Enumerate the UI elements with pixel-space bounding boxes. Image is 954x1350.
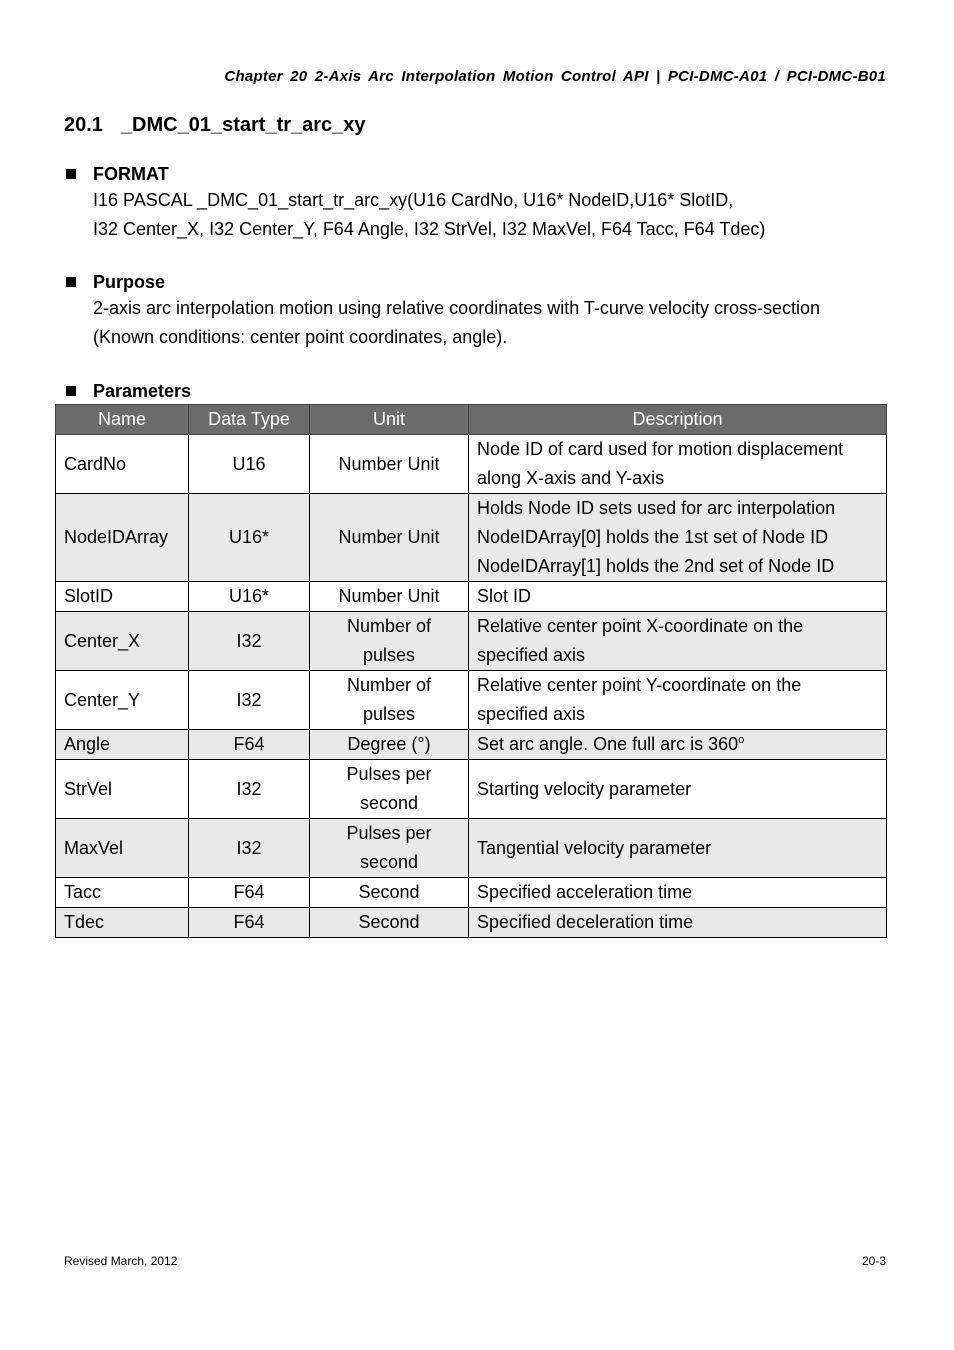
param-name-cell: Angle bbox=[56, 730, 189, 760]
param-description-line: Relative center point X-coordinate on the bbox=[477, 616, 804, 636]
param-name-cell: Tdec bbox=[56, 908, 189, 938]
param-unit-line: second bbox=[359, 793, 419, 813]
param-unit-cell bbox=[310, 760, 469, 819]
param-type-cell: I32 bbox=[189, 671, 310, 730]
purpose-heading bbox=[64, 270, 894, 294]
table-row bbox=[56, 671, 887, 730]
format-line: I32 Center_X, I32 Center_Y, F64 Angle, I32 StrVel, I32 MaxVel, F64 Tacc, F64 Tdec) bbox=[93, 219, 766, 239]
param-description-line: Set arc angle. One full arc is 360$^o$ bbox=[477, 734, 745, 754]
param-description-line: Specified deceleration time bbox=[477, 912, 694, 932]
param-unit-cell bbox=[310, 582, 469, 612]
param-type-cell: F64 bbox=[189, 908, 310, 938]
param-unit-cell bbox=[310, 908, 469, 938]
purpose-heading-label: Purpose bbox=[93, 271, 166, 292]
param-description-line: Slot ID bbox=[477, 586, 532, 606]
purpose-line: (Known conditions: center point coordinates, angle). bbox=[93, 327, 508, 347]
param-unit-line: Degree (°) bbox=[347, 734, 431, 754]
section-function-name: _DMC_01_start_tr_arc_xy bbox=[120, 114, 366, 136]
parameters-heading-label: Parameters bbox=[93, 380, 192, 401]
purpose-section bbox=[64, 270, 894, 352]
table-row bbox=[56, 760, 887, 819]
param-unit-line: second bbox=[359, 852, 419, 872]
param-unit-line: Pulses per bbox=[346, 764, 432, 784]
column-header-description: Description bbox=[469, 405, 887, 435]
param-description-cell bbox=[469, 582, 887, 612]
param-unit-cell bbox=[310, 494, 469, 582]
format-section bbox=[64, 162, 894, 244]
param-name-cell: CardNo bbox=[56, 435, 189, 494]
param-type-cell: I32 bbox=[189, 612, 310, 671]
param-unit-cell bbox=[310, 612, 469, 671]
column-header-unit: Unit bbox=[310, 405, 469, 435]
param-description-line: Node ID of card used for motion displacement bbox=[477, 439, 844, 459]
param-description-cell bbox=[469, 612, 887, 671]
param-unit-line: Number Unit bbox=[338, 453, 440, 474]
table-body bbox=[56, 435, 887, 938]
revision-date: Revised March, 2012 bbox=[64, 1254, 178, 1268]
parameters-heading bbox=[64, 379, 894, 403]
table-header-row bbox=[56, 405, 887, 435]
param-unit-line: Number of bbox=[346, 675, 432, 695]
param-name-cell: Center_X bbox=[56, 612, 189, 671]
param-description-line: Holds Node ID sets used for arc interpolation bbox=[477, 498, 836, 518]
param-description-cell bbox=[469, 878, 887, 908]
param-name-cell: SlotID bbox=[56, 582, 189, 612]
square-bullet-icon bbox=[66, 169, 76, 179]
table-row bbox=[56, 730, 887, 760]
param-description-cell bbox=[469, 819, 887, 878]
param-unit-cell bbox=[310, 671, 469, 730]
param-type-cell: U16* bbox=[189, 494, 310, 582]
param-description-cell bbox=[469, 908, 887, 938]
section-title bbox=[64, 114, 366, 137]
param-unit-cell bbox=[310, 435, 469, 494]
running-header: Chapter 20 2-Axis Arc Interpolation Motion Control API | PCI-DMC-A01 / PCI-DMC-B01 bbox=[224, 68, 886, 85]
param-type-cell: I32 bbox=[189, 760, 310, 819]
param-type-cell: F64 bbox=[189, 730, 310, 760]
param-description-line: Specified acceleration time bbox=[477, 882, 693, 902]
param-name-cell: MaxVel bbox=[56, 819, 189, 878]
table-row bbox=[56, 582, 887, 612]
param-unit-line: Second bbox=[358, 882, 420, 902]
square-bullet-icon bbox=[66, 277, 76, 287]
table-row bbox=[56, 612, 887, 671]
param-unit-line: Number of bbox=[346, 616, 432, 636]
param-unit-line: Number Unit bbox=[338, 527, 440, 547]
param-description-line: NodeIDArray[1] holds the 2nd set of Node ID bbox=[477, 556, 835, 576]
param-description-line: Relative center point Y-coordinate on the bbox=[477, 675, 802, 695]
param-description-cell bbox=[469, 730, 887, 760]
param-name-cell: NodeIDArray bbox=[56, 494, 189, 582]
format-heading-label: FORMAT bbox=[93, 163, 169, 184]
param-unit-line: Number Unit bbox=[338, 586, 440, 606]
param-description-line: specified axis bbox=[477, 704, 586, 724]
parameters-table bbox=[55, 404, 887, 938]
param-type-cell: I32 bbox=[189, 819, 310, 878]
param-description-cell bbox=[469, 671, 887, 730]
param-description-line: Tangential velocity parameter bbox=[477, 837, 712, 858]
param-type-cell: U16 bbox=[189, 435, 310, 494]
parameters-section bbox=[64, 379, 894, 403]
param-description-line: NodeIDArray[0] holds the 1st set of Node ID bbox=[477, 527, 829, 547]
param-unit-cell bbox=[310, 819, 469, 878]
page-footer bbox=[64, 1254, 886, 1268]
param-description-cell bbox=[469, 760, 887, 819]
format-heading bbox=[64, 162, 894, 186]
column-header-name: Name bbox=[56, 405, 189, 435]
param-unit-line: pulses bbox=[362, 704, 416, 724]
table-row bbox=[56, 819, 887, 878]
section-number: 20.1 bbox=[64, 114, 103, 136]
param-unit-line: pulses bbox=[362, 645, 416, 665]
param-type-cell: F64 bbox=[189, 878, 310, 908]
param-description-line: specified axis bbox=[477, 645, 586, 665]
table-row bbox=[56, 494, 887, 582]
param-description-line: along X-axis and Y-axis bbox=[477, 468, 665, 488]
param-name-cell: Tacc bbox=[56, 878, 189, 908]
degree-superscript: o bbox=[738, 734, 745, 746]
param-unit-cell bbox=[310, 878, 469, 908]
table-row bbox=[56, 435, 887, 494]
param-name-cell: StrVel bbox=[56, 760, 189, 819]
square-bullet-icon bbox=[66, 386, 76, 396]
param-unit-cell bbox=[310, 730, 469, 760]
param-description-cell bbox=[469, 435, 887, 494]
table-row bbox=[56, 908, 887, 938]
param-description-line: Starting velocity parameter bbox=[477, 778, 692, 799]
page-number: 20-3 bbox=[861, 1254, 886, 1268]
table-row bbox=[56, 878, 887, 908]
param-description-cell bbox=[469, 494, 887, 582]
format-line: I16 PASCAL _DMC_01_start_tr_arc_xy(U16 CardNo, U16* NodeID,U16* SlotID, bbox=[93, 190, 734, 210]
column-header-data-type: Data Type bbox=[189, 405, 310, 435]
purpose-line: 2-axis arc interpolation motion using relative coordinates with T-curve velocity cross-section bbox=[93, 298, 820, 318]
param-name-cell: Center_Y bbox=[56, 671, 189, 730]
param-unit-line: Second bbox=[358, 912, 420, 932]
param-type-cell: U16* bbox=[189, 582, 310, 612]
param-unit-line: Pulses per bbox=[346, 823, 432, 843]
